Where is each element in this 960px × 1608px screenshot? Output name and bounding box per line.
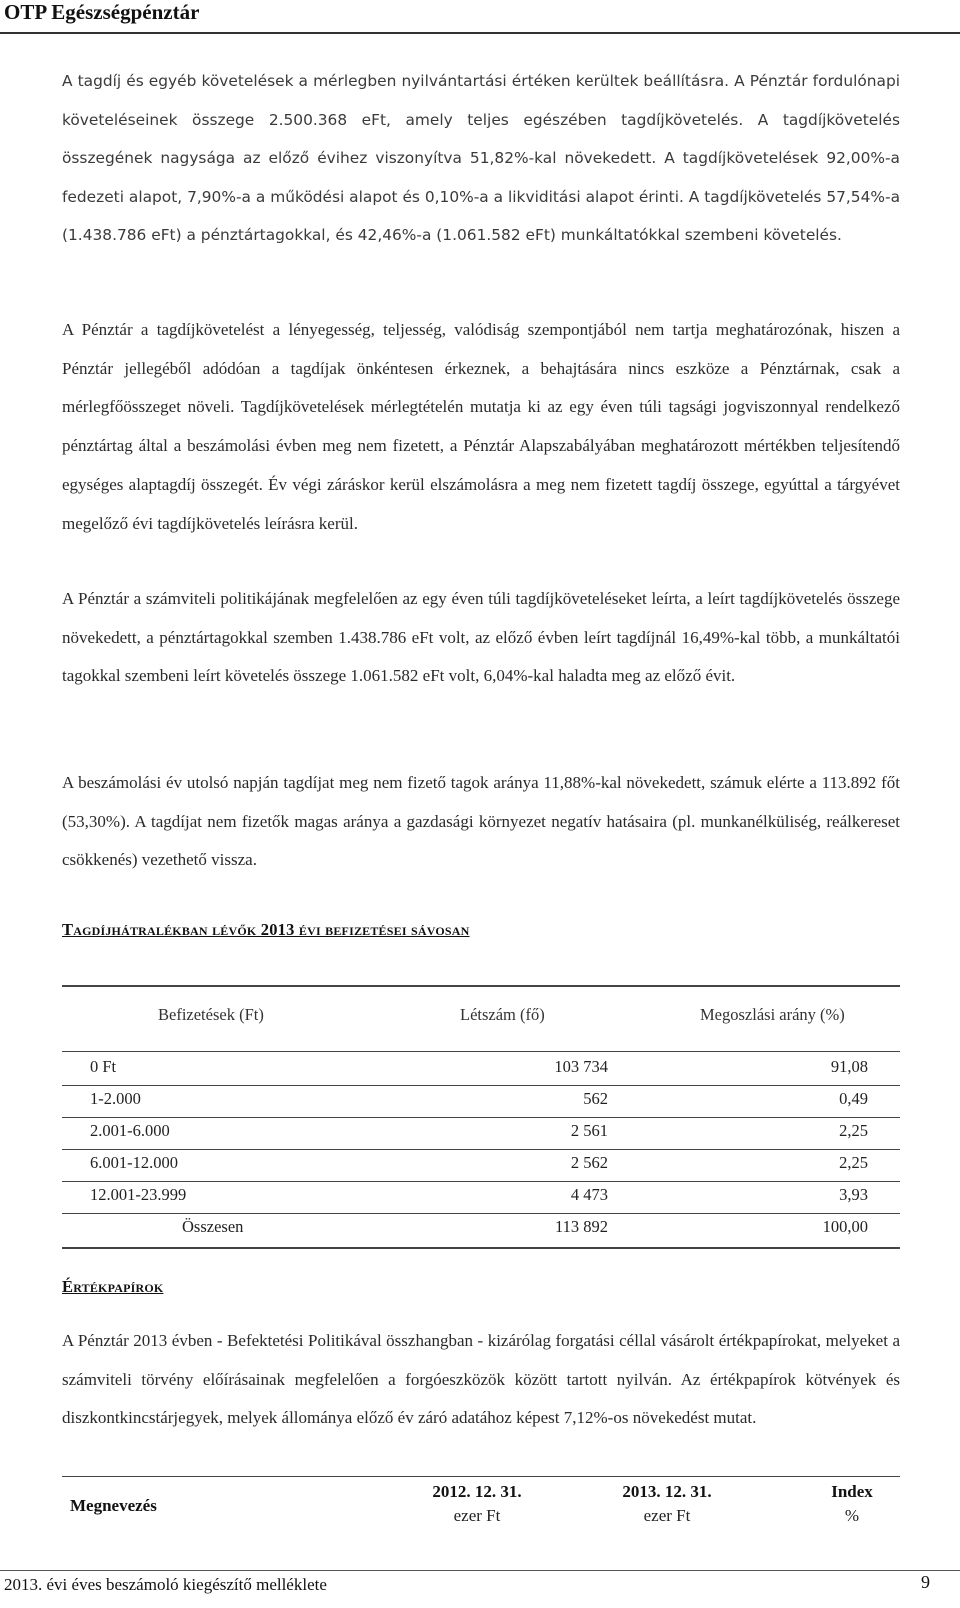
cell-total-share: 100,00 — [822, 1217, 868, 1236]
column-index-label: Index — [831, 1482, 873, 1501]
table-row — [62, 1085, 900, 1117]
securities-table-top-rule — [62, 1476, 900, 1477]
paragraph-materiality: A Pénztár a tagdíjkövetelést a lényegesség, teljesség, valódiság szempontjából nem tartja meghatározónak, hiszen a Pénztár jellegéből adódóan a tagdíjak önkéntesen érkeznek, a behajtására nincs eszköze a Pénztárnak, csak a mérlegfőösszeget növeli. Tagdíjkövetelések mérlegtételén mutatja ki az egy éven túli tagsági jogviszonnyal rendelkező pénztártag által a beszámolási évben meg nem fizetett, a Pénztár Alapszabályában meghatározott mértékben teljesítendő egységes alaptagdíj összegét. Év végi záráskor kerül elszámolásra a meg nem fizetett tagdíj összege, egyúttal a tárgyévet megelőző évi tagdíjkövetelés leírásra kerül. — [62, 320, 900, 533]
column-unit-2013: ezer Ft — [643, 1506, 691, 1525]
section-title-securities: Értékpapírok — [62, 1277, 164, 1296]
footer-caption: 2013. évi éves beszámoló kiegészítő melléklete — [4, 1575, 327, 1594]
cell-share: 3,93 — [839, 1185, 868, 1204]
paragraph-receivables: A tagdíj és egyéb követelések a mérlegben nyilvántartási értéken kerültek beállításra. A Pénztár fordulónapi követeléseinek összege 2.500.368 eFt, amely teljes egészében tagdíjkövetelés. A tagdíjkövetelés összegének nagysága az előző évihez viszonyítva 51,82%-kal növekedett. A tagdíjkövetelések 92,00%-a fedezeti alapot, 7,90%-a a működési alapot és 0,10%-a a likviditási alapot érinti. A tagdíjkövetelés 57,54%-a (1.438.786 eFt) a pénztártagokkal, és 42,46%-a (1.061.582 eFt) munkáltatókkal szembeni követelés. — [62, 72, 900, 245]
cell-headcount: 2 561 — [570, 1121, 608, 1140]
cell-band: 6.001-12.000 — [90, 1153, 178, 1172]
column-header-2013 — [597, 1480, 737, 1528]
cell-headcount: 103 734 — [554, 1057, 608, 1076]
header-divider — [0, 32, 960, 34]
cell-headcount: 4 473 — [570, 1185, 608, 1204]
table-row — [62, 1117, 900, 1149]
column-header-2012 — [407, 1480, 547, 1528]
cell-total-headcount: 113 892 — [554, 1217, 608, 1236]
cell-band: 12.001-23.999 — [90, 1185, 187, 1204]
section-title-arrears-table: Tagdíjhátralékban lévők 2013 évi befizetései sávosan — [62, 920, 470, 939]
paragraph-nonpaying-members: A beszámolási év utolsó napján tagdíjat meg nem fizető tagok aránya 11,88%-kal növekedett, számuk elérte a 113.892 főt (53,30%). A tagdíjat nem fizetők magas aránya a gazdasági környezet negatív hatásaira (pl. munkanélküliség, reálkereset csökkenés) vezethető vissza. — [62, 773, 900, 870]
column-date-2013: 2013. 12. 31. — [622, 1482, 712, 1501]
page-number: 9 — [921, 1572, 930, 1592]
table-row — [62, 1053, 900, 1085]
cell-total-label: Összesen — [182, 1217, 244, 1236]
column-unit-2012: ezer Ft — [453, 1506, 501, 1525]
table-row — [62, 1181, 900, 1213]
cell-share: 91,08 — [830, 1057, 868, 1076]
column-date-2012: 2012. 12. 31. — [432, 1482, 522, 1501]
cell-headcount: 2 562 — [570, 1153, 608, 1172]
column-header-index — [782, 1480, 922, 1528]
table-top-rule — [62, 985, 900, 987]
cell-share: 0,49 — [839, 1089, 868, 1108]
paragraph-writeoff: A Pénztár a számviteli politikájának megfelelően az egy éven túli tagdíjköveteléseket leírta, a leírt tagdíjkövetelés összege növekedett, a pénztártagokkal szemben 1.438.786 eFt volt, az előző évben leírt tagdíjnál 16,49%-kal több, a munkáltatói tagokkal szembeni leírt követelés összege 1.061.582 eFt volt, 6,04%-kal haladta meg az előző évit. — [62, 589, 900, 686]
cell-band: 0 Ft — [90, 1057, 117, 1076]
column-header-payments: Befizetések (Ft) — [158, 1005, 264, 1024]
table-header-rule — [62, 1051, 900, 1052]
column-header-distribution: Megoszlási arány (%) — [700, 1005, 845, 1024]
column-header-headcount: Létszám (fő) — [460, 1005, 545, 1024]
document-header-title: OTP Egészségpénztár — [4, 0, 200, 24]
cell-share: 2,25 — [839, 1153, 868, 1172]
column-header-name: Megnevezés — [70, 1496, 157, 1515]
table-bottom-rule — [62, 1247, 900, 1249]
cell-headcount: 562 — [583, 1089, 608, 1108]
paragraph-securities: A Pénztár 2013 évben - Befektetési Politikával összhangban - kizárólag forgatási céllal vásárolt értékpapírokat, melyeket a számviteli törvény előírásainak megfelelően a forgóeszközök között tartott nyilván. Az értékpapírok kötvények és diszkontkincstárjegyek, melyek állománya előző év záró adatához képest 7,12%-os növekedést mutat. — [62, 1331, 900, 1428]
table-row — [62, 1149, 900, 1181]
cell-share: 2,25 — [839, 1121, 868, 1140]
cell-band: 2.001-6.000 — [90, 1121, 170, 1140]
table-row-total — [62, 1213, 900, 1245]
footer-divider — [0, 1570, 960, 1571]
column-index-unit: % — [844, 1506, 860, 1525]
cell-band: 1-2.000 — [90, 1089, 141, 1108]
